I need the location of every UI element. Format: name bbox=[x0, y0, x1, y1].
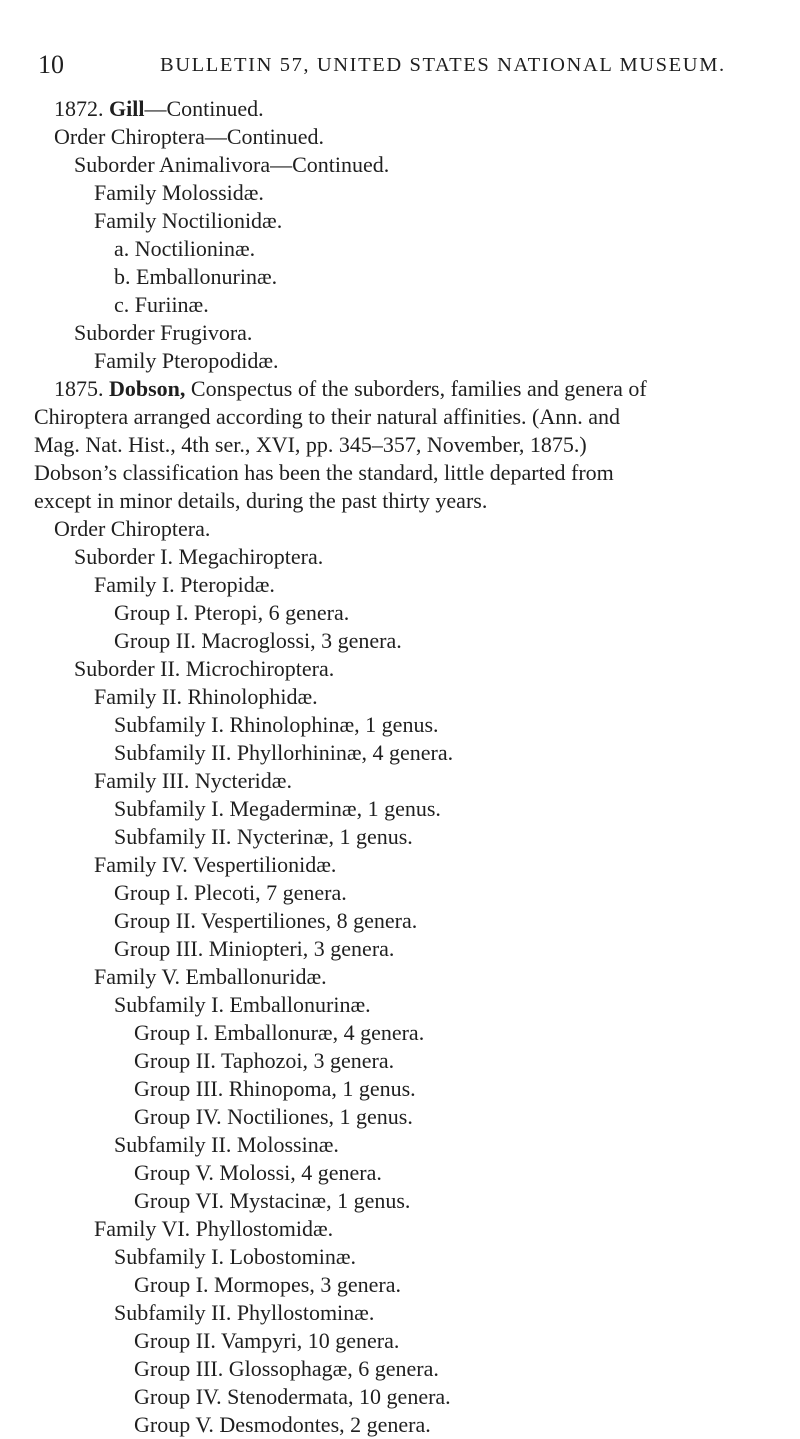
order-line: Order Chiroptera. bbox=[54, 516, 211, 541]
group-line: Group III. Miniopteri, 3 genera. bbox=[114, 936, 395, 961]
group-line: Group II. Vampyri, 10 genera. bbox=[134, 1328, 400, 1353]
gill-line: Order Chiroptera—Continued. bbox=[54, 124, 325, 149]
dobson-para-line: Chiroptera arranged according to their natural affinities. (Ann. and bbox=[34, 404, 621, 429]
gill-continued: —Continued. bbox=[144, 96, 264, 121]
group-line: Group VI. Mystacinæ, 1 genus. bbox=[134, 1188, 411, 1213]
subfamily-line: Subfamily II. Phyllorhininæ, 4 genera. bbox=[114, 740, 454, 765]
family-line: Family VI. Phyllostomidæ. bbox=[94, 1216, 334, 1241]
group-line: Group IV. Noctiliones, 1 genus. bbox=[134, 1104, 413, 1129]
subfamily-line: Subfamily II. Phyllostominæ. bbox=[114, 1300, 375, 1325]
group-line: Group V. Desmodontes, 2 genera. bbox=[134, 1412, 431, 1437]
group-line: Group II. Vespertiliones, 8 genera. bbox=[114, 908, 418, 933]
group-line: Group I. Plecoti, 7 genera. bbox=[114, 880, 347, 905]
subfamily-line: Subfamily II. Nycterinæ, 1 genus. bbox=[114, 824, 413, 849]
gill-line: c. Furiinæ. bbox=[114, 292, 209, 317]
group-line: Group III. Glossophagæ, 6 genera. bbox=[134, 1356, 439, 1381]
gill-entry-heading bbox=[54, 94, 264, 123]
gill-line: Suborder Frugivora. bbox=[74, 320, 253, 345]
group-line: Group II. Macroglossi, 3 genera. bbox=[114, 628, 402, 653]
group-line: Group IV. Stenodermata, 10 genera. bbox=[134, 1384, 451, 1409]
gill-line: Family Pteropodidæ. bbox=[94, 348, 279, 373]
gill-line: Family Molossidæ. bbox=[94, 180, 264, 205]
family-line: Family III. Nycteridæ. bbox=[94, 768, 292, 793]
subfamily-line: Subfamily I. Lobostominæ. bbox=[114, 1244, 356, 1269]
subfamily-line: Subfamily II. Molossinæ. bbox=[114, 1132, 339, 1157]
family-line: Family V. Emballonuridæ. bbox=[94, 964, 327, 989]
dobson-para-line: Dobson’s classification has been the standard, little departed from bbox=[34, 460, 614, 485]
suborder-line: Suborder I. Megachiroptera. bbox=[74, 544, 324, 569]
group-line: Group I. Mormopes, 3 genera. bbox=[134, 1272, 401, 1297]
family-line: Family II. Rhinolophidæ. bbox=[94, 684, 318, 709]
gill-line: Family Noctilionidæ. bbox=[94, 208, 283, 233]
gill-line: b. Emballonurinæ. bbox=[114, 264, 278, 289]
family-line: Family I. Pteropidæ. bbox=[94, 572, 275, 597]
family-line: Family IV. Vespertilionidæ. bbox=[94, 852, 337, 877]
gill-line: Suborder Animalivora—Continued. bbox=[74, 152, 390, 177]
subfamily-line: Subfamily I. Rhinolophinæ, 1 genus. bbox=[114, 712, 439, 737]
gill-author: Gill bbox=[109, 96, 145, 121]
group-line: Group II. Taphozoi, 3 genera. bbox=[134, 1048, 395, 1073]
dobson-para-line: except in minor details, during the past thirty years. bbox=[34, 488, 488, 513]
group-line: Group I. Pteropi, 6 genera. bbox=[114, 600, 350, 625]
running-title: BULLETIN 57, UNITED STATES NATIONAL MUSEUM. bbox=[160, 54, 726, 76]
page-header bbox=[38, 50, 726, 84]
gill-line: a. Noctilioninæ. bbox=[114, 236, 256, 261]
group-line: Group V. Molossi, 4 genera. bbox=[134, 1160, 382, 1185]
page-number: 10 bbox=[38, 50, 64, 79]
subfamily-line: Subfamily I. Emballonurinæ. bbox=[114, 992, 371, 1017]
subfamily-line: Subfamily I. Megaderminæ, 1 genus. bbox=[114, 796, 441, 821]
group-line: Group I. Emballonuræ, 4 genera. bbox=[134, 1020, 425, 1045]
suborder-line: Suborder II. Microchiroptera. bbox=[74, 656, 335, 681]
dobson-author: Dobson, bbox=[109, 376, 186, 401]
gill-year: 1872. bbox=[54, 96, 104, 121]
dobson-para-line: Conspectus of the suborders, families and genera of bbox=[190, 376, 647, 401]
dobson-year: 1875. bbox=[54, 376, 104, 401]
group-line: Group III. Rhinopoma, 1 genus. bbox=[134, 1076, 416, 1101]
dobson-para-line: Mag. Nat. Hist., 4th ser., XVI, pp. 345–357, November, 1875.) bbox=[34, 432, 587, 457]
dobson-entry-heading bbox=[54, 374, 647, 403]
